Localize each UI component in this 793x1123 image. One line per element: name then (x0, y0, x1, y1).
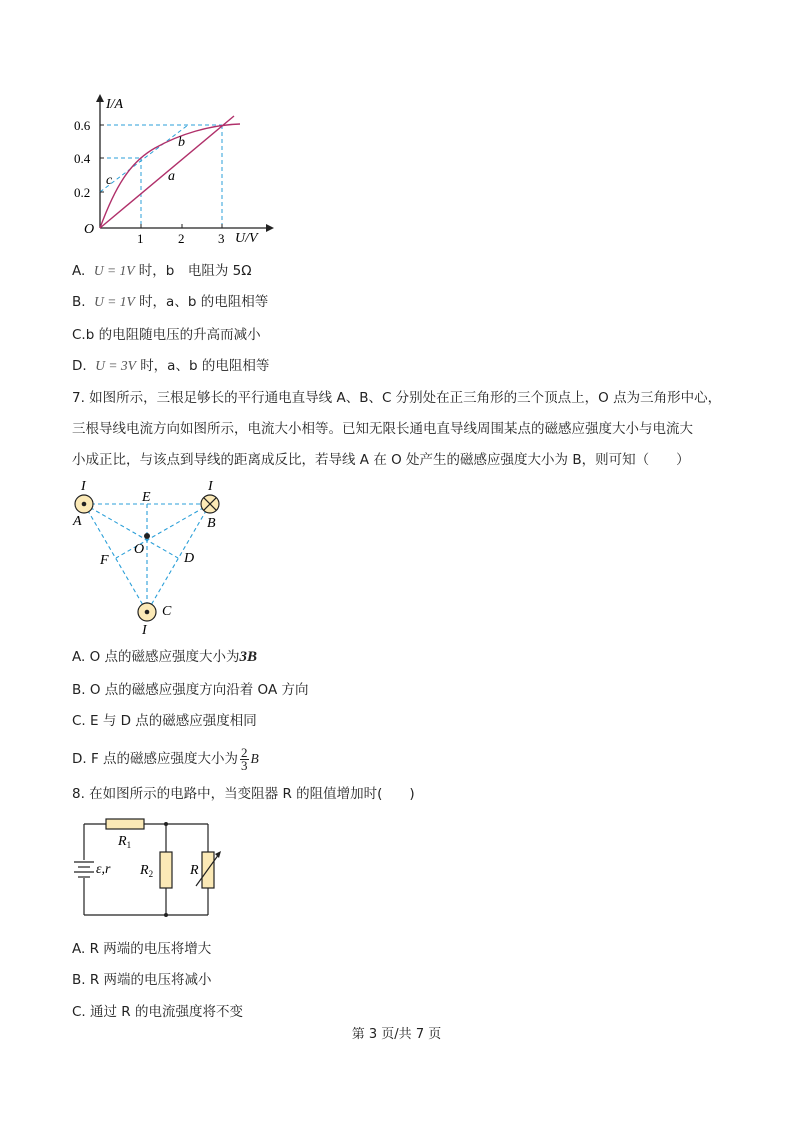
xtick-label: 3 (218, 231, 225, 246)
q7-stem-line3: 小成正比，与该点到导线的距离成反比，若导线 A 在 O 处产生的磁感应强度大小为 B，则可知（ ） (72, 452, 690, 468)
svg-text:R1: $R_1$ (118, 834, 132, 850)
xtick-label: 2 (178, 231, 185, 246)
ytick-label: 0.4 (74, 151, 91, 166)
q7-option-c: C. E 与 D 点的磁感应强度相同 (72, 713, 257, 729)
svg-text:F: F (100, 553, 109, 568)
line-a (100, 116, 234, 228)
q7-option-a: A. O 点的磁感应强度大小为3B (72, 649, 258, 665)
svg-text:O: O (134, 542, 145, 557)
q8-option-a: A. R 两端的电压将增大 (72, 941, 212, 957)
svg-text:I: I (208, 479, 213, 494)
xtick-label: 1 (137, 231, 144, 246)
resistor-r2 (160, 852, 172, 888)
ytick-label: 0.2 (74, 185, 91, 200)
svg-text:I: I (81, 479, 86, 494)
fraction: $\frac{2}{3}$ (241, 744, 248, 773)
svg-text:ε,r: ε,r (96, 862, 111, 877)
svg-text:B: B (207, 516, 216, 531)
triangle-wires-figure (66, 478, 236, 638)
q7-stem-line2: 三根导线电流方向如图所示，电流大小相等。已知无限长通电直导线周围某点的磁感应强度大小与电流大 (72, 421, 693, 437)
ytick-label: 0.6 (74, 118, 91, 133)
curve-c-label: c (106, 173, 113, 188)
q6-option-c: C.b 的电阻随电压的升高而减小 (72, 327, 261, 343)
curve-b-label: b (178, 135, 185, 150)
circuit-figure (66, 812, 236, 924)
x-axis-label: U/V (235, 231, 258, 246)
svg-text:A: A (73, 514, 82, 529)
origin-label: O (84, 222, 95, 237)
q6-option-a: A. U = 1V 时，b 电阻为 5Ω (72, 263, 252, 279)
svg-text:R2: $R_2$ (140, 863, 154, 879)
svg-text:D: D (184, 551, 195, 566)
q6-option-b: B. U = 1V 时，a、b 的电阻相等 (72, 294, 269, 310)
resistor-r1 (106, 819, 144, 829)
q8-option-c: C. 通过 R 的电流强度将不变 (72, 1004, 243, 1020)
svg-text:I: I (142, 623, 147, 638)
iu-graph (70, 92, 280, 252)
q8-option-b: B. R 两端的电压将减小 (72, 972, 212, 988)
q6-option-d: D. U = 3V 时，a、b 的电阻相等 (72, 358, 270, 374)
page-footer: 第 3 页/共 7 页 (351, 1027, 442, 1042)
svg-text:C: C (162, 604, 172, 619)
q8-stem: 8. 在如图所示的电路中，当变阻器 R 的阻值增加时( ) (72, 786, 415, 802)
svg-text:R: R (190, 863, 199, 878)
svg-text:E: E (142, 490, 151, 505)
y-axis-label: I/A (106, 97, 124, 112)
q7-stem-line1: 7. 如图所示，三根足够长的平行通电直导线 A、B、C 分别处在正三角形的三个顶点上，O 点为三角形中心， (72, 390, 722, 406)
q7-option-b: B. O 点的磁感应强度方向沿着 OA 方向 (72, 682, 309, 698)
q7-option-d: D. F 点的磁感应强度大小为 $\frac{2}{3}$ B (72, 744, 259, 773)
curve-a-label: a (168, 169, 175, 184)
